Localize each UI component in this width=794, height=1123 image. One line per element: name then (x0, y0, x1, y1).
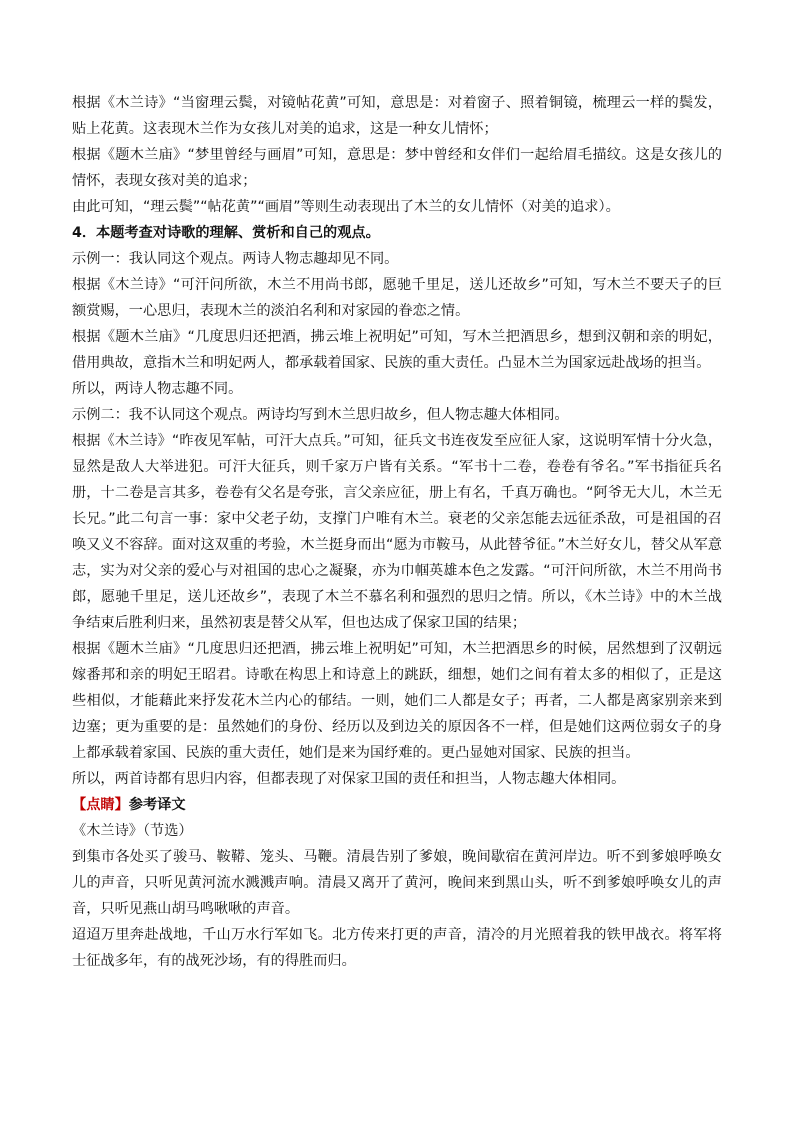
paragraph: 根据《题木兰庙》“梦里曾经与画眉”可知，意思是：梦中曾经和女伴们一起给眉毛描纹。这是女孩儿的情怀，表现女孩对美的追求； (72, 147, 722, 189)
paragraph: 根据《木兰诗》“当窗理云鬓，对镜帖花黄”可知，意思是：对着窗子、照着铜镜，梳理云一样的鬓发，贴上花黄。这表现木兰作为女孩儿对美的追求，这是一种女儿情怀； (72, 95, 722, 137)
dianjing-title: 参考译文 (128, 797, 186, 813)
paragraph: 根据《题木兰庙》“几度思归还把酒，拂云堆上祝明妃”可知，木兰把酒思乡的时候，居然想到了汉朝远嫁番邦和亲的明妃王昭君。诗歌在构思上和诗意上的跳跃，细想，她们之间有着太多的相似了，正是这些相似，才能藉此来抒发花木兰内心的郁结。一则，她们二人都是女子；再者，二人都是离家别亲来到边塞；更为重要的是：虽然她们的身份、经历以及到边关的原因各不一样，但是她们这两位弱女子的身上都承载着家国、民族的重大责任，她们是来为国纾难的。更凸显她对国家、民族的担当。 (72, 641, 722, 761)
example-2-claim: 示例二：我不认同这个观点。两诗均写到木兰思归故乡，但人物志趣大体相同。 (72, 407, 569, 423)
dianjing-heading (72, 792, 722, 818)
paragraph: 迢迢万里奔赴战地，千山万水行军如飞。北方传来打更的声音，清冷的月光照着我的铁甲战衣。将军将士征战多年，有的战死沙场，有的得胜而归。 (72, 927, 722, 969)
paragraph: 到集市各处买了骏马、鞍鞯、笼头、马鞭。清晨告别了爹娘，晚间歇宿在黄河岸边。听不到爹娘呼唤女儿的声音，只听见黄河流水溅溅声响。清晨又离开了黄河，晚间来到黑山头，听不到爹娘呼唤女儿的声音，只听见燕山胡马鸣啾啾的声音。 (72, 849, 722, 917)
paragraph: 所以，两首诗都有思归内容，但都表现了对保家卫国的责任和担当，人物志趣大体相同。 (72, 771, 626, 787)
document-page (72, 90, 722, 974)
translation-title: 《木兰诗》（节选） (72, 823, 193, 839)
paragraph: 根据《题木兰庙》“几度思归还把酒，拂云堆上祝明妃”可知，写木兰把酒思乡，想到汉朝和亲的明妃，借用典故，意指木兰和明妃两人，都承载着国家、民族的重大责任。凸显木兰为国家远赴战场的担当。 (72, 329, 722, 371)
paragraph: 根据《木兰诗》“昨夜见军帖，可汗大点兵。”可知，征兵文书连夜发至应征人家，这说明军情十分火急，显然是敌人大举进犯。可汗大征兵，则千家万户皆有关系。“军书十二卷，卷卷有爷名。”军书指征兵名册，十二卷是言其多，卷卷有父名是夸张，言父亲应征，册上有名，千真万确也。“阿爷无大儿，木兰无长兄。”此二句言一事：家中父老子幼，支撑门户唯有木兰。衰老的父亲怎能去远征杀敌，可是祖国的召唤又义不容辞。面对这双重的考验，木兰挺身而出“愿为市鞍马，从此替爷征。”木兰好女儿，替父从军意志，实为对父亲的爱心与对祖国的忠心之凝聚，亦为巾帼英雄本色之发露。“可汗问所欲，木兰不用尚书郎，愿驰千里足，送儿还故乡”，表现了木兰不慕名利和强烈的思归之情。所以，《木兰诗》中的木兰战争结束后胜利归来，虽然初衷是替父从军，但也达成了保家卫国的结果； (72, 433, 722, 631)
paragraph: 所以，两诗人物志趣不同。 (72, 381, 243, 397)
dianjing-label: 【点睛】 (72, 797, 129, 813)
paragraph: 由此可知，“理云鬓”“帖花黄”“画眉”等则生动表现出了木兰的女儿情怀（对美的追求）。 (72, 199, 620, 215)
question-4-heading: 4．本题考查对诗歌的理解、赏析和自己的观点。 (72, 225, 380, 241)
paragraph: 根据《木兰诗》“可汗问所欲，木兰不用尚书郎，愿驰千里足，送儿还故乡”可知，写木兰不要天子的巨额赏赐，一心思归，表现木兰的淡泊名利和对家园的眷恋之情。 (72, 277, 722, 319)
example-1-claim: 示例一：我认同这个观点。两诗人物志趣却见不同。 (72, 251, 399, 267)
